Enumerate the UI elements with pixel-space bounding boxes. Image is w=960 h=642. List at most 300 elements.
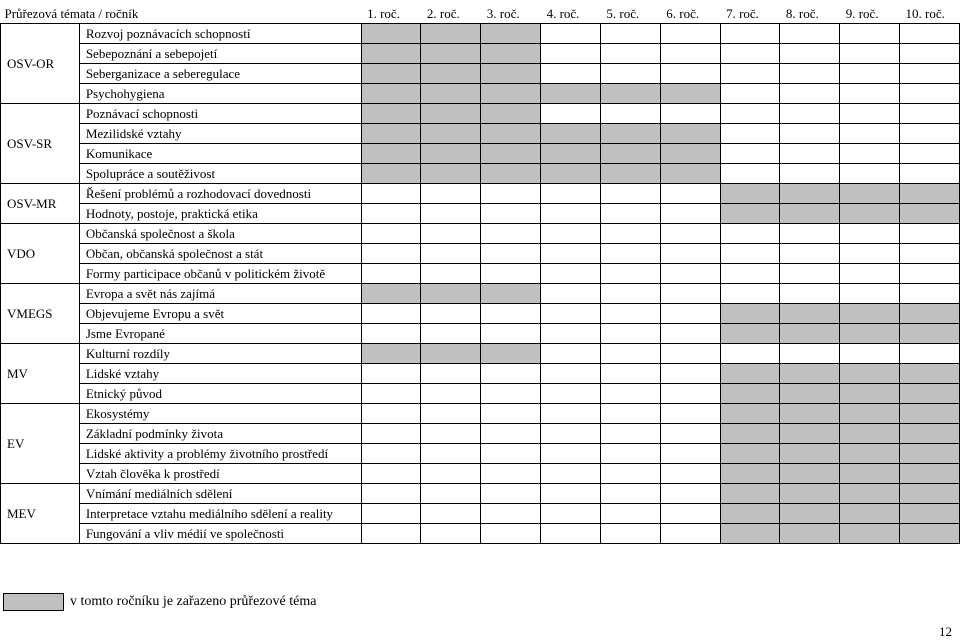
- year-cell: [361, 443, 421, 463]
- year-cell: [660, 443, 720, 463]
- table-row: [1, 63, 960, 83]
- year-cell-marked: [361, 103, 421, 123]
- year-cell-marked: [361, 63, 421, 83]
- year-cell: [840, 343, 900, 363]
- year-cell: [780, 163, 840, 183]
- year-cell: [481, 303, 541, 323]
- table-row: [1, 463, 960, 483]
- page-number: 12: [939, 624, 952, 639]
- year-cell-marked: [481, 283, 541, 303]
- year-cell: [780, 143, 840, 163]
- table-row: [1, 343, 960, 363]
- year-cell: [720, 223, 780, 243]
- year-cell: [600, 43, 660, 63]
- year-cell-marked: [600, 83, 660, 103]
- year-cell: [361, 183, 421, 203]
- year-cell-marked: [900, 383, 960, 403]
- year-cell: [660, 363, 720, 383]
- year-cell: [600, 383, 660, 403]
- year-cell: [421, 523, 481, 543]
- year-cell: [600, 303, 660, 323]
- year-cell-marked: [720, 383, 780, 403]
- year-cell: [660, 303, 720, 323]
- year-cell: [481, 203, 541, 223]
- year-cell-marked: [720, 323, 780, 343]
- year-cell: [541, 403, 601, 423]
- table-row: [1, 123, 960, 143]
- year-cell: [600, 283, 660, 303]
- year-cell: [361, 223, 421, 243]
- year-cell: [361, 523, 421, 543]
- year-cell-marked: [900, 523, 960, 543]
- topics-table: [0, 5, 960, 544]
- year-cell-marked: [600, 123, 660, 143]
- year-cell: [780, 123, 840, 143]
- year-cell: [840, 143, 900, 163]
- year-cell: [900, 243, 960, 263]
- year-cell: [720, 83, 780, 103]
- topic-name: Vztah člověka k prostředí: [79, 463, 361, 483]
- table-row: [1, 223, 960, 243]
- year-cell: [780, 283, 840, 303]
- year-cell-marked: [900, 363, 960, 383]
- year-cell: [541, 483, 601, 503]
- year-cell: [840, 223, 900, 243]
- year-cell: [660, 423, 720, 443]
- year-cell: [900, 123, 960, 143]
- year-cell: [421, 463, 481, 483]
- legend-swatch: [3, 593, 64, 611]
- year-cell: [900, 43, 960, 63]
- year-cell: [840, 103, 900, 123]
- year-cell: [421, 223, 481, 243]
- year-cell-marked: [900, 443, 960, 463]
- year-cell: [600, 263, 660, 283]
- topic-name: Vnímání mediálních sdělení: [79, 483, 361, 503]
- year-cell-marked: [900, 203, 960, 223]
- table-row: [1, 183, 960, 203]
- year-cell: [361, 423, 421, 443]
- year-cell-marked: [421, 343, 481, 363]
- year-cell-marked: [780, 363, 840, 383]
- year-cell: [361, 503, 421, 523]
- topic-name: Základní podmínky života: [79, 423, 361, 443]
- year-cell-marked: [780, 503, 840, 523]
- year-cell: [600, 523, 660, 543]
- year-cell: [361, 363, 421, 383]
- year-cell-marked: [840, 503, 900, 523]
- year-cell: [660, 323, 720, 343]
- year-cell: [361, 383, 421, 403]
- year-header: 10. roč.: [905, 6, 945, 22]
- table-row: [1, 283, 960, 303]
- year-cell-marked: [840, 183, 900, 203]
- year-cell: [660, 523, 720, 543]
- year-cell-marked: [900, 463, 960, 483]
- year-cell-marked: [600, 163, 660, 183]
- year-cell: [481, 523, 541, 543]
- year-cell-marked: [361, 343, 421, 363]
- year-cell: [541, 203, 601, 223]
- year-cell: [481, 443, 541, 463]
- table-row: [1, 263, 960, 283]
- year-cell: [720, 263, 780, 283]
- year-header: 7. roč.: [726, 6, 759, 22]
- year-cell: [600, 343, 660, 363]
- year-cell-marked: [720, 503, 780, 523]
- year-cell: [720, 243, 780, 263]
- table-row: [1, 143, 960, 163]
- year-cell-marked: [840, 303, 900, 323]
- year-cell: [720, 123, 780, 143]
- year-cell: [900, 23, 960, 43]
- year-cell-marked: [421, 283, 481, 303]
- year-cell: [840, 283, 900, 303]
- group-name: OSV-MR: [1, 183, 80, 223]
- year-cell: [481, 403, 541, 423]
- year-cell: [541, 243, 601, 263]
- year-header: 3. roč.: [486, 6, 520, 22]
- year-cell: [600, 183, 660, 203]
- table-row: [1, 523, 960, 543]
- table-row: [1, 503, 960, 523]
- table-title: Průřezová témata / ročník: [4, 6, 139, 22]
- year-cell-marked: [780, 443, 840, 463]
- topic-name: Seberganizace a seberegulace: [79, 63, 361, 83]
- table-row: [1, 103, 960, 123]
- year-cell: [900, 343, 960, 363]
- topic-name: Mezilidské vztahy: [79, 123, 361, 143]
- table-row: [1, 403, 960, 423]
- year-cell-marked: [840, 483, 900, 503]
- year-cell: [900, 143, 960, 163]
- year-cell: [900, 263, 960, 283]
- year-cell: [600, 443, 660, 463]
- year-cell-marked: [780, 423, 840, 443]
- year-cell: [660, 403, 720, 423]
- year-cell-marked: [720, 203, 780, 223]
- year-cell-marked: [600, 143, 660, 163]
- year-cell-marked: [900, 423, 960, 443]
- year-cell-marked: [421, 123, 481, 143]
- year-cell: [660, 503, 720, 523]
- year-cell-marked: [780, 183, 840, 203]
- year-cell: [600, 363, 660, 383]
- year-cell: [600, 243, 660, 263]
- year-cell-marked: [720, 403, 780, 423]
- group-name: MV: [1, 343, 80, 403]
- table-row: [1, 163, 960, 183]
- year-cell-marked: [361, 163, 421, 183]
- year-cell-marked: [421, 63, 481, 83]
- year-cell: [361, 463, 421, 483]
- year-cell: [780, 43, 840, 63]
- year-cell: [481, 243, 541, 263]
- year-cell-marked: [720, 523, 780, 543]
- year-cell: [541, 23, 601, 43]
- year-cell: [600, 63, 660, 83]
- year-cell-marked: [780, 523, 840, 543]
- year-cell: [660, 343, 720, 363]
- year-cell-marked: [361, 43, 421, 63]
- topic-name: Lidské aktivity a problémy životního prostředí: [79, 443, 361, 463]
- year-cell-marked: [720, 363, 780, 383]
- year-cell-marked: [481, 23, 541, 43]
- topic-name: Řešení problémů a rozhodovací dovednosti: [79, 183, 361, 203]
- year-cell: [481, 183, 541, 203]
- year-cell: [481, 223, 541, 243]
- year-cell-marked: [720, 183, 780, 203]
- year-cell: [361, 263, 421, 283]
- year-header: 2. roč.: [426, 6, 460, 22]
- year-cell: [481, 463, 541, 483]
- year-cell: [541, 523, 601, 543]
- year-cell-marked: [900, 503, 960, 523]
- year-cell-marked: [780, 303, 840, 323]
- year-cell-marked: [421, 103, 481, 123]
- year-cell: [541, 503, 601, 523]
- year-cell: [421, 203, 481, 223]
- year-cell: [780, 243, 840, 263]
- group-name: MEV: [1, 483, 80, 543]
- year-cell-marked: [780, 463, 840, 483]
- year-cell-marked: [720, 443, 780, 463]
- year-cell: [541, 463, 601, 483]
- table-row: [1, 243, 960, 263]
- year-cell-marked: [780, 203, 840, 223]
- year-cell: [840, 123, 900, 143]
- year-cell-marked: [481, 143, 541, 163]
- year-cell-marked: [541, 123, 601, 143]
- group-name: EV: [1, 403, 80, 483]
- year-cell: [541, 223, 601, 243]
- year-cell: [660, 283, 720, 303]
- year-cell: [780, 63, 840, 83]
- year-cell: [720, 143, 780, 163]
- year-cell-marked: [541, 143, 601, 163]
- group-name: OSV-OR: [1, 23, 80, 103]
- year-cell-marked: [720, 463, 780, 483]
- year-cell-marked: [481, 163, 541, 183]
- year-cell: [780, 343, 840, 363]
- year-cell: [660, 203, 720, 223]
- year-header: 9. roč.: [845, 6, 879, 22]
- year-cell: [361, 403, 421, 423]
- year-cell: [421, 303, 481, 323]
- year-cell: [780, 103, 840, 123]
- year-cell: [840, 263, 900, 283]
- year-cell-marked: [481, 63, 541, 83]
- year-cell: [600, 423, 660, 443]
- year-cell-marked: [780, 403, 840, 423]
- year-cell-marked: [361, 123, 421, 143]
- year-cell: [421, 503, 481, 523]
- year-cell: [840, 163, 900, 183]
- table-row: [1, 443, 960, 463]
- year-cell: [660, 263, 720, 283]
- year-cell: [840, 83, 900, 103]
- topic-name: Hodnoty, postoje, praktická etika: [79, 203, 361, 223]
- year-cell-marked: [660, 123, 720, 143]
- year-cell-marked: [481, 123, 541, 143]
- year-cell: [780, 223, 840, 243]
- year-cell: [600, 23, 660, 43]
- year-cell-marked: [361, 143, 421, 163]
- year-cell: [720, 283, 780, 303]
- year-cell: [421, 363, 481, 383]
- group-name: OSV-SR: [1, 103, 80, 183]
- year-cell: [900, 63, 960, 83]
- year-cell: [840, 63, 900, 83]
- year-cell: [600, 323, 660, 343]
- year-cell: [600, 463, 660, 483]
- year-cell-marked: [421, 23, 481, 43]
- year-cell: [720, 163, 780, 183]
- year-header: 5. roč.: [606, 6, 640, 22]
- year-cell: [361, 243, 421, 263]
- year-cell: [660, 463, 720, 483]
- year-cell: [900, 223, 960, 243]
- topic-name: Evropa a svět nás zajímá: [79, 283, 361, 303]
- table-row: [1, 303, 960, 323]
- year-cell: [421, 383, 481, 403]
- year-cell: [361, 303, 421, 323]
- year-cell: [481, 483, 541, 503]
- year-cell: [421, 183, 481, 203]
- table-row: [1, 23, 960, 43]
- year-cell: [780, 23, 840, 43]
- year-cell-marked: [421, 163, 481, 183]
- topic-name: Poznávací schopnosti: [79, 103, 361, 123]
- year-cell-marked: [900, 303, 960, 323]
- year-header: 4. roč.: [546, 6, 580, 22]
- year-cell-marked: [361, 83, 421, 103]
- year-cell: [660, 183, 720, 203]
- year-cell-marked: [840, 403, 900, 423]
- group-name: VDO: [1, 223, 80, 283]
- topic-name: Kulturní rozdíly: [79, 343, 361, 363]
- topic-name: Lidské vztahy: [79, 363, 361, 383]
- year-cell: [541, 103, 601, 123]
- year-cell: [600, 103, 660, 123]
- table-row: [1, 483, 960, 503]
- year-cell-marked: [840, 383, 900, 403]
- year-cell-marked: [840, 443, 900, 463]
- year-cell-marked: [481, 103, 541, 123]
- year-cell: [541, 423, 601, 443]
- year-cell-marked: [900, 323, 960, 343]
- year-cell: [660, 23, 720, 43]
- year-cell-marked: [780, 483, 840, 503]
- table-row: [1, 423, 960, 443]
- year-cell: [361, 483, 421, 503]
- year-cell: [900, 103, 960, 123]
- year-cell-marked: [660, 83, 720, 103]
- year-cell-marked: [840, 523, 900, 543]
- year-cell: [541, 363, 601, 383]
- year-cell-marked: [481, 83, 541, 103]
- year-cell: [720, 63, 780, 83]
- year-cell: [720, 23, 780, 43]
- topic-name: Interpretace vztahu mediálního sdělení a reality: [79, 503, 361, 523]
- year-cell: [541, 263, 601, 283]
- year-cell-marked: [840, 203, 900, 223]
- year-cell: [720, 43, 780, 63]
- topic-name: Rozvoj poznávacích schopností: [79, 23, 361, 43]
- year-cell: [421, 243, 481, 263]
- year-cell-marked: [361, 23, 421, 43]
- year-cell: [600, 403, 660, 423]
- year-cell: [361, 323, 421, 343]
- topic-name: Etnický původ: [79, 383, 361, 403]
- year-cell: [840, 43, 900, 63]
- year-header: 1. roč.: [367, 6, 400, 22]
- topic-name: Občan, občanská společnost a stát: [79, 243, 361, 263]
- year-cell-marked: [541, 83, 601, 103]
- year-cell-marked: [780, 383, 840, 403]
- year-cell: [900, 163, 960, 183]
- year-cell-marked: [481, 43, 541, 63]
- year-cell: [660, 63, 720, 83]
- year-cell: [600, 483, 660, 503]
- topic-name: Občanská společnost a škola: [79, 223, 361, 243]
- year-cell-marked: [840, 463, 900, 483]
- year-cell: [600, 223, 660, 243]
- year-cell: [660, 243, 720, 263]
- year-cell-marked: [840, 323, 900, 343]
- year-cell: [541, 43, 601, 63]
- topic-name: Jsme Evropané: [79, 323, 361, 343]
- topic-name: Fungování a vliv médií ve společnosti: [79, 523, 361, 543]
- group-name: VMEGS: [1, 283, 80, 343]
- year-cell: [660, 223, 720, 243]
- year-cell: [421, 323, 481, 343]
- topic-name: Psychohygiena: [79, 83, 361, 103]
- year-cell: [481, 263, 541, 283]
- year-cell-marked: [660, 143, 720, 163]
- year-cell: [600, 203, 660, 223]
- year-cell-marked: [900, 183, 960, 203]
- topic-name: Objevujeme Evropu a svět: [79, 303, 361, 323]
- year-cell-marked: [780, 323, 840, 343]
- year-cell: [840, 23, 900, 43]
- year-cell: [660, 483, 720, 503]
- year-cell: [900, 283, 960, 303]
- year-cell: [541, 443, 601, 463]
- year-cell: [421, 483, 481, 503]
- year-cell: [541, 323, 601, 343]
- year-cell-marked: [361, 283, 421, 303]
- year-cell: [481, 423, 541, 443]
- year-cell: [481, 363, 541, 383]
- year-cell: [541, 343, 601, 363]
- header-row: [1, 5, 960, 23]
- table-row: [1, 43, 960, 63]
- year-cell: [541, 283, 601, 303]
- legend-text: v tomto ročníku je zařazeno průřezové téma: [70, 594, 317, 609]
- year-cell: [421, 443, 481, 463]
- year-cell: [720, 103, 780, 123]
- year-header: 6. roč.: [666, 6, 700, 22]
- year-cell: [481, 383, 541, 403]
- topic-name: Komunikace: [79, 143, 361, 163]
- year-cell: [481, 503, 541, 523]
- year-cell: [361, 203, 421, 223]
- year-cell: [660, 43, 720, 63]
- year-cell: [660, 103, 720, 123]
- year-header: 8. roč.: [785, 6, 819, 22]
- year-cell: [541, 303, 601, 323]
